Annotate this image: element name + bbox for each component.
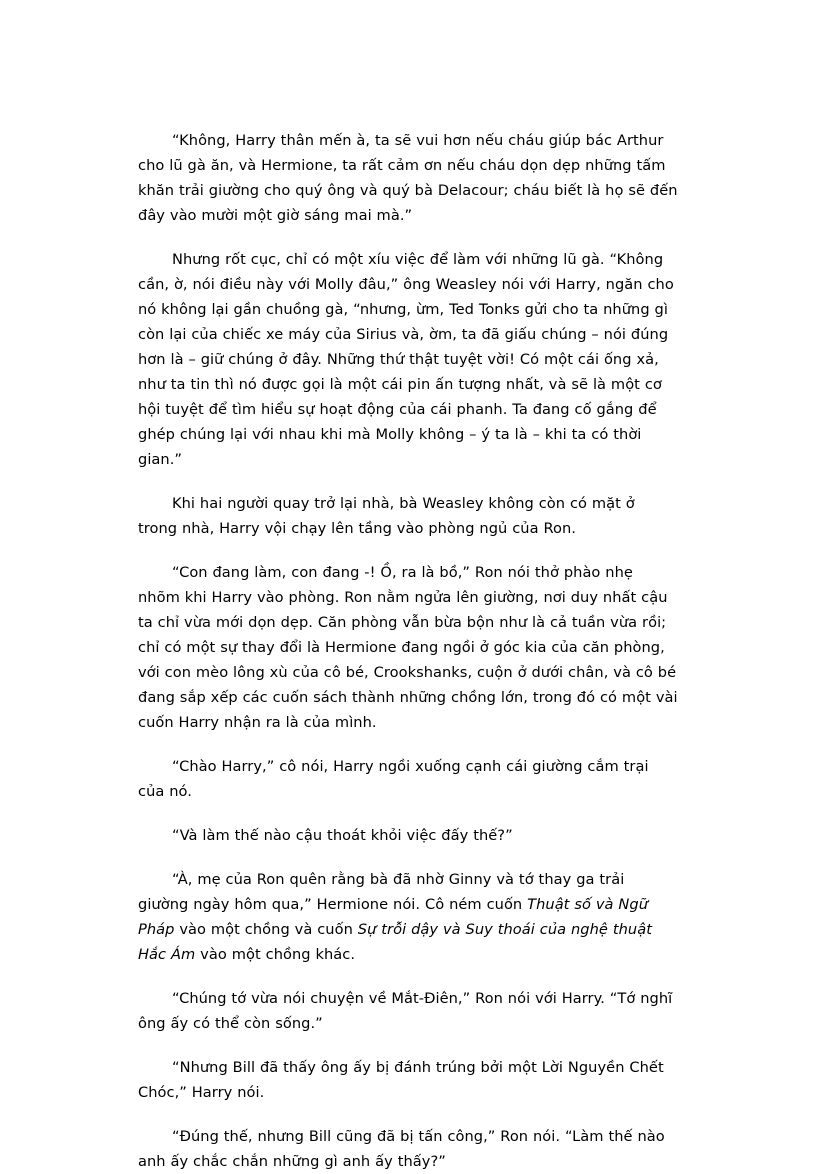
text-run: vào một chồng và cuốn <box>174 921 358 938</box>
text-run: “Đúng thế, nhưng Bill cũng đã bị tấn công,” Ron nói. “Làm thế nào anh ấy chắc chắn những gì anh ấy thấy?” <box>138 1128 665 1170</box>
text-run: “Chúng tớ vừa nói chuyện về Mắt-Điên,” Ron nói với Harry. “Tớ nghĩ ông ấy có thể còn sống.” <box>138 990 673 1032</box>
paragraph <box>138 867 678 967</box>
text-run: Nhưng rốt cục, chỉ có một xíu việc để làm với những lũ gà. “Không cần, ờ, nói điều này với Molly đâu,” ông Weasley nói với Harry, ngăn cho nó không lại gần chuồng gà, “nhưng, ừm, Ted Tonks gửi cho ta những gì còn lại của chiếc xe máy của Sirius và, ờm, ta đã giấu chúng – nói đúng hơn là – giữ chúng ở đây. Những thứ thật tuyệt vời! Có một cái ống xả, như ta tin thì nó được gọi là một cái pin ấn tượng nhất, và sẽ là một cơ hội tuyệt để tìm hiểu sự hoạt động của cái phanh. Ta đang cố gắng để ghép chúng lại với nhau khi mà Molly không – ý ta là – khi ta có thời gian.” <box>138 251 674 468</box>
text-run: “À, mẹ của Ron quên rằng bà đã nhờ Ginny và tớ thay ga trải giường ngày hôm qua,” Hermione nói. Cô ném cuốn <box>138 871 625 913</box>
paragraph <box>138 823 678 848</box>
paragraph <box>138 986 678 1036</box>
text-run: “Nhưng Bill đã thấy ông ấy bị đánh trúng bởi một Lời Nguyền Chết Chóc,” Harry nói. <box>138 1059 664 1101</box>
paragraph <box>138 1055 678 1105</box>
text-run: “Chào Harry,” cô nói, Harry ngồi xuống cạnh cái giường cắm trại của nó. <box>138 758 649 800</box>
text-run: “Không, Harry thân mến à, ta sẽ vui hơn nếu cháu giúp bác Arthur cho lũ gà ăn, và Hermione, ta rất cảm ơn nếu cháu dọn dẹp những tấm khăn trải giường cho quý ông và quý bà Delacour; cháu biết là họ sẽ đến đây vào mười một giờ sáng mai mà.” <box>138 132 678 224</box>
text-run: “Con đang làm, con đang -! Ồ, ra là bồ,” Ron nói thở phào nhẹ nhõm khi Harry vào phòng. Ron nằm ngửa lên giường, nơi duy nhất cậu ta chỉ vừa mới dọn dẹp. Căn phòng vẫn bừa bộn như là cả tuần vừa rồi; chỉ có một sự thay đổi là Hermione đang ngồi ở góc kia của căn phòng, với con mèo lông xù của cô bé, Crookshanks, cuộn ở dưới chân, và cô bé đang sắp xếp các cuốn sách thành những chồng lớn, trong đó có một vài cuốn Harry nhận ra là của mình. <box>138 564 678 731</box>
text-run: “Và làm thế nào cậu thoát khỏi việc đấy thế?” <box>172 827 513 844</box>
paragraph <box>138 247 678 472</box>
paragraph <box>138 754 678 804</box>
paragraph <box>138 1124 678 1174</box>
italic-title-run: Thuật số và Ngữ Pháp <box>138 896 649 938</box>
paragraph <box>138 491 678 541</box>
text-run: vào một chồng khác. <box>195 946 356 963</box>
text-run: Khi hai người quay trở lại nhà, bà Weasley không còn có mặt ở trong nhà, Harry vội chạy lên tầng vào phòng ngủ của Ron. <box>138 495 635 537</box>
paragraph <box>138 128 678 228</box>
italic-title-run: Sự trỗi dậy và Suy thoái của nghệ thuật Hắc Ám <box>138 921 652 963</box>
text-body <box>138 128 678 1174</box>
paragraph <box>138 560 678 735</box>
